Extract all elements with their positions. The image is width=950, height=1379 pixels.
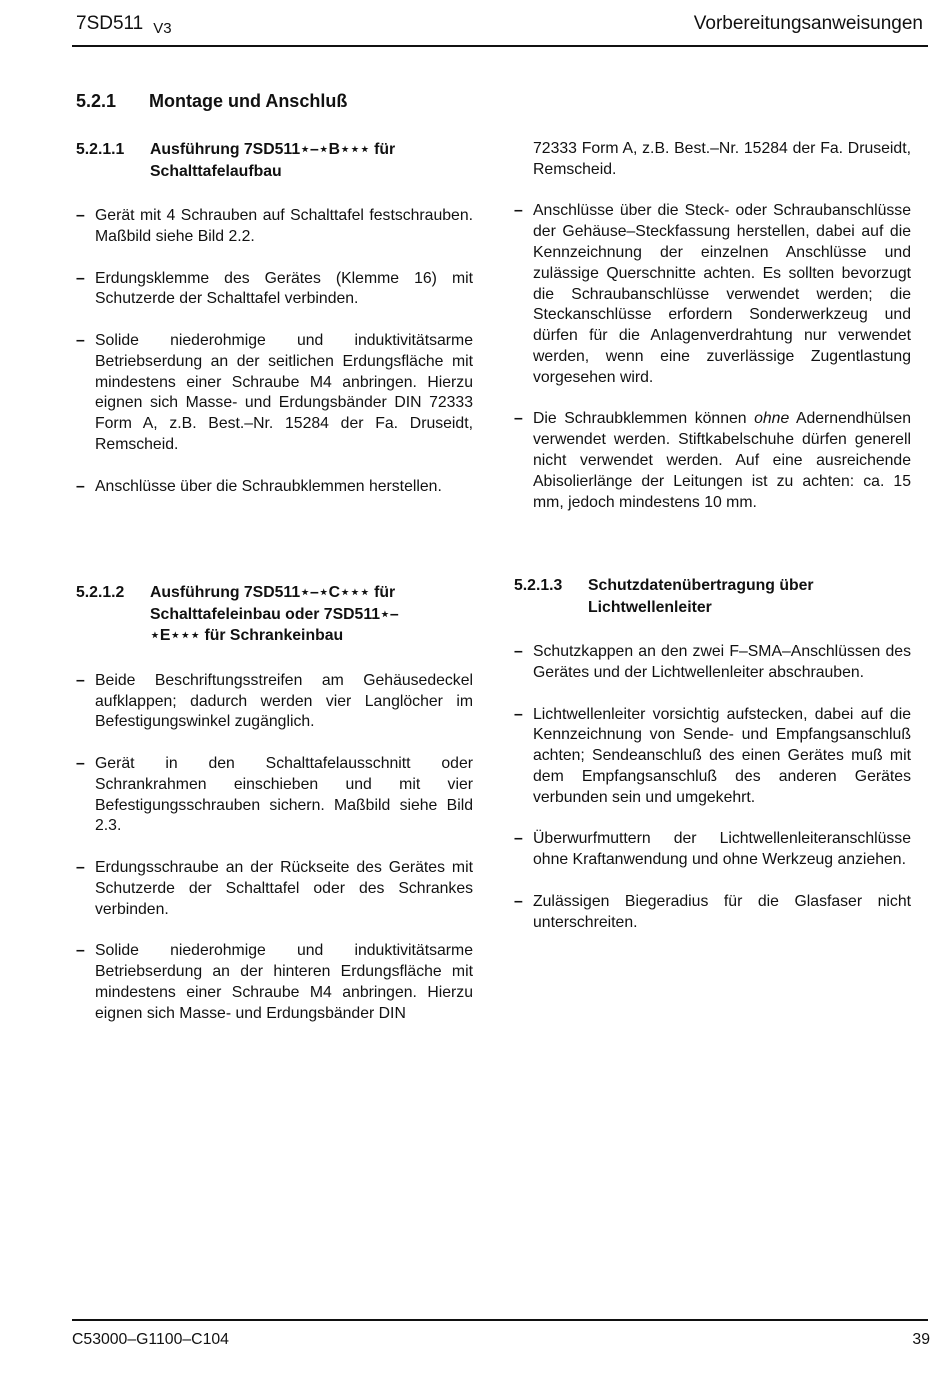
dash-bullet: –: [514, 892, 523, 910]
dash-bullet: –: [76, 858, 85, 876]
list-item-text: [533, 410, 911, 510]
subsection-title-line: Schalttafeleinbau oder 7SD511⋆–: [150, 605, 399, 623]
header-doc-id: [76, 13, 172, 35]
list-item-text: Anschlüsse über die Schraubklemmen herstellen.: [95, 477, 442, 495]
subsection-title-line: Schalttafelaufbau: [150, 162, 282, 180]
list-item: [76, 941, 473, 1024]
list-item-text: Gerät mit 4 Schrauben auf Schalttafel festschrauben. Maßbild siehe Bild 2.2.: [95, 207, 473, 245]
dash-bullet: –: [76, 269, 85, 287]
dash-bullet: –: [76, 331, 85, 349]
subsection-number: 5.2.1.2: [76, 584, 125, 601]
order-number: C53000–G1100–C104: [72, 1331, 229, 1348]
section-title: Montage und Anschluß: [149, 91, 348, 111]
list-item-text: Überwurfmuttern der Lichtwellenleiteranschlüsse ohne Kraftanwendung und ohne Werkzeug anziehen.: [533, 830, 911, 869]
dash-bullet: –: [514, 643, 523, 661]
dash-bullet: –: [76, 671, 85, 689]
dash-bullet: –: [514, 705, 523, 723]
subsection-title-line: ⋆E⋆⋆⋆ für Schrankeinbau: [150, 627, 344, 645]
list-item-text: Gerät in den Schalttafelausschnitt oder Schrankrahmen einschieben und mit vier Befestigungsschrauben sichern. Maßbild siehe Bild 2.3.: [95, 754, 473, 835]
list-item: [76, 754, 473, 837]
list-item: [76, 858, 473, 920]
list-item-text: Beide Beschriftungsstreifen am Gehäusedeckel aufklappen; dadurch werden vier Langlöcher im Befestigungswinkel zugänglich.: [95, 671, 473, 731]
text-run: Die Schraubklemmen können: [533, 410, 755, 428]
subsection-heading: [76, 582, 473, 647]
subsection-number: 5.2.1.1: [76, 141, 125, 158]
chapter-title: Vorbereitungsanweisungen: [693, 13, 923, 34]
dash-bullet: –: [76, 942, 85, 960]
subsection-heading: [76, 139, 473, 182]
footer-rule: [72, 1319, 928, 1321]
section-number: 5.2.1: [76, 91, 117, 111]
subsection-5-2-1-2: [76, 582, 473, 1045]
list-item-continuation: 72333 Form A, z.B. Best.–Nr. 15284 der Fa. Druseidt, Remscheid.: [533, 140, 911, 178]
list-item: [514, 705, 911, 809]
dash-bullet: –: [76, 207, 85, 225]
list-item-text: Erdungsklemme des Gerätes (Klemme 16) mit Schutzerde der Schalttafel verbinden.: [95, 269, 473, 308]
dash-bullet: –: [514, 202, 523, 220]
dash-bullet: –: [76, 477, 85, 495]
dash-bullet: –: [76, 754, 85, 772]
list-item: [76, 269, 473, 311]
list-item-text: Anschlüsse über die Steck- oder Schraubanschlüsse der Gehäuse–Steckfassung herstellen, dabei auf die Kennzeichnung der einzelnen Anschlüsse und zulässige Querschnitte achten. Es sollten bevorzugt die Schraubanschlüsse verwendet werden; die Steckanschlüsse erfordern Sonderwerkzeug und dürfen für die Anlagenverdrahtung nur verwendet werden, wenn eine zuverlässige Zugentlastung vorgesehen wird.: [533, 202, 911, 386]
subsection-number: 5.2.1.3: [514, 577, 563, 594]
list-item: [76, 206, 473, 248]
list-item-text: Erdungsschraube an der Rückseite des Gerätes mit Schutzerde der Schalttafel oder des Schrankes verbinden.: [95, 858, 473, 918]
dash-bullet: –: [514, 410, 523, 428]
list-item-text: Schutzkappen an den zwei F–SMA–Anschlüssen des Gerätes und der Lichtwellenleiter abschrauben.: [533, 643, 911, 681]
list-item-text: Lichtwellenleiter vorsichtig aufstecken, dabei auf die Kennzeichnung von Sende- und Empfangsanschluß achten; Sendeanschluß des einen Gerätes muß mit dem Empfangsanschluß des anderen Gerätes verbunden sein und umgekehrt.: [533, 705, 911, 806]
list-item: [76, 331, 473, 456]
list-item: [76, 477, 473, 498]
subsection-5-2-1-3: [514, 575, 911, 954]
page-number: 39: [912, 1331, 930, 1348]
list-item-text: Solide niederohmige und induktivitätsarme Betriebserdung an der hinteren Erdungsfläche mit mindestens einer Schraube M4 anbringen. Hierzu eignen sich Masse- und Erdungsbänder DIN: [95, 942, 473, 1022]
list-item: [514, 409, 911, 513]
list-item: [514, 201, 911, 388]
subsection-title-line: Schutzdatenübertragung über: [588, 577, 814, 594]
text-run: Adernendhülsen verwendet werden. Stiftkabelschuhe dürfen generell nicht verwendet werden. Auf eine ausreichende Abisolierlänge der Leitungen ist zu achten: ca. 15 mm, jedoch mindestens 10 mm.: [533, 410, 912, 511]
list-item: [514, 642, 911, 684]
subsection-title-line: Ausführung 7SD511⋆–⋆B⋆⋆⋆ für: [150, 141, 396, 158]
list-item: [514, 892, 911, 934]
emphasis-ohne: ohne: [754, 410, 790, 428]
list-item-text: Solide niederohmige und induktivitätsarme Betriebserdung an der seitlichen Erdungsfläche mit mindestens einer Schraube M4 anbringen. Hierzu eignen sich Masse- und Erdungsbänder DIN 72333 Form A, z.B. Best.–Nr. 15284 der Fa. Druseidt, Remscheid.: [95, 331, 473, 453]
list-item: [76, 671, 473, 733]
list-item: [514, 829, 911, 871]
doc-id: 7SD511: [76, 13, 144, 34]
header-rule: [72, 45, 928, 47]
section-heading: [76, 91, 347, 112]
subsection-5-2-1-2-continued: [514, 139, 911, 534]
subsection-heading: [514, 575, 911, 618]
subsection-5-2-1-1: [76, 139, 473, 518]
dash-bullet: –: [514, 830, 523, 848]
list-item-text: Zulässigen Biegeradius für die Glasfaser nicht unterschreiten.: [533, 892, 911, 931]
version-label: V3: [153, 20, 172, 37]
subsection-title-line: Ausführung 7SD511⋆–⋆C⋆⋆⋆ für: [150, 584, 396, 601]
subsection-title-line: Lichtwellenleiter: [588, 598, 712, 616]
